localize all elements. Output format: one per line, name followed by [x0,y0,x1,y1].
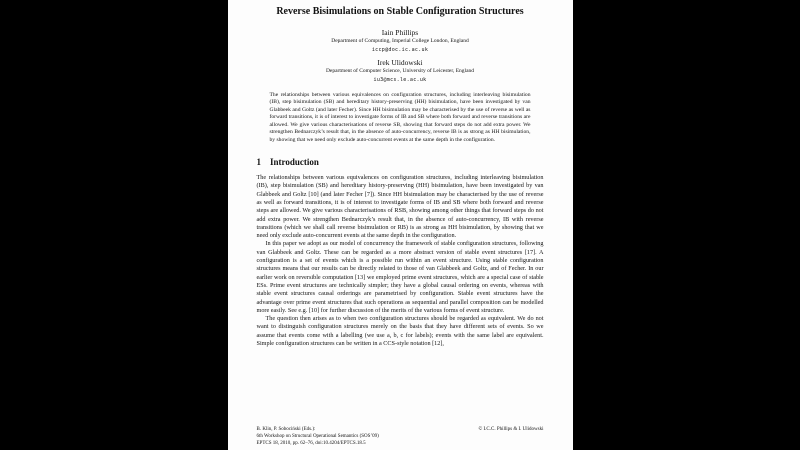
author-block-2 [257,58,544,83]
footer-line: © I.C.C. Phillips & I. Ulidowski [478,427,544,432]
section-number: 1 [256,157,261,168]
footer-line: B. Klin, P. Sobociński (Eds.): [256,427,316,432]
footer-line: 6th Workshop on Structural Operational Semantics (SOS’09) [256,434,379,439]
author-email: iccp@doc.ic.ac.uk [371,47,429,53]
paper-page [228,0,573,450]
intro-paragraph-3: The question then arises as to when two configuration structures should be regarded as equivalent. We do not want to distinguish configuration structures merely on the basis that they have different sets of events. So we assume that events come with a labelling (we use a, b, c for labels); events with the same label are equivalent. Simple configuration structures can be written in a CCS-style notation [12], [256,315,544,347]
section-title: Introduction [270,157,319,168]
author-name: Irek Ulidowski [377,58,423,67]
paper-title: Reverse Bisimulations on Stable Configuration Structures [276,6,524,17]
footer-left [257,426,379,447]
footer-line: EPTCS 18, 2010, pp. 62–76, doi:10.4204/EPTCS.18.5 [256,441,366,446]
page-footer [257,426,544,447]
author-affiliation: Department of Computing, Imperial College London, England [331,38,469,44]
author-affiliation: Department of Computer Science, University of Leicester, England [325,68,475,74]
author-email: iu3@mcs.le.ac.uk [373,77,427,83]
author-block-1 [257,28,544,53]
section-heading [257,157,544,167]
author-name: Iain Phillips [381,28,419,37]
footer-right [478,426,543,433]
intro-paragraph-2: In this paper we adopt as our model of concurrency the framework of stable configuration structures, following van Glabbeek and Goltz. These can be regarded as a more abstract version of stable event structures [17]. A configuration is a set of events which is a possible run within an event structure. Using stable configuration structures means that our results can be directly related to those of van Glabbeek and Goltz, and of Fecher. In our earlier work on reversible computation [13] we employed prime event structures, which are a special case of stable ESs. Prime event structures are technically simpler; they have a global causal ordering on events, whereas with stable event structures causal orderings are parametrised by configuration. Stable event structures have the advantage over prime event structures that such operations as sequential and parallel composition can be modelled more easily. See e.g. [10] for further discussion of the merits of the various forms of event structure. [256,240,544,314]
intro-paragraph-1: The relationships between various equivalences on configuration structures, including interleaving bisimulation (IB), step bisimulation (SB) and hereditary history-preserving (HH) bisimulation, have been investigated by van Glabbeek and Goltz [10] (and later Fecher [7]). Since HH bisimulation may be characterised by the use of reverse as well as forward transitions, it is of interest to investigate forms of IB and SB where both forward and reverse steps are allowed. We give various characterisations of RSB, showing among other things that forward steps do not add extra power. We strengthen Bednarczyk’s result that, in the absence of auto-concurrency, IB with reverse transitions (which we shall call reverse bisimulation or RB) is as strong as HH bisimulation, by showing that we need only exclude auto-concurrent events at the same depth in the configuration. [256,174,544,240]
abstract-text: The relationships between various equivalences on configuration structures, including interleaving bisimulation (IB), step bisimulation (SB) and hereditary history-preserving (HH) bisimulation, have been investigated by van Glabbeek and Goltz (and later Fecher). Since HH bisimulation may be characterised by the use of reverse as well as forward transitions, it is of interest to investigate forms of IB and SB where both forward and reverse transitions are allowed. We give various characterisations of reverse SB, showing that forward steps do not add extra power. We strengthen Bednarczyk’s result that, in the absence of auto-concurrency, reverse IB is as strong as HH bisimulation, by showing that we need only exclude auto-concurrent events at the same depth in the configuration. [269,92,531,143]
